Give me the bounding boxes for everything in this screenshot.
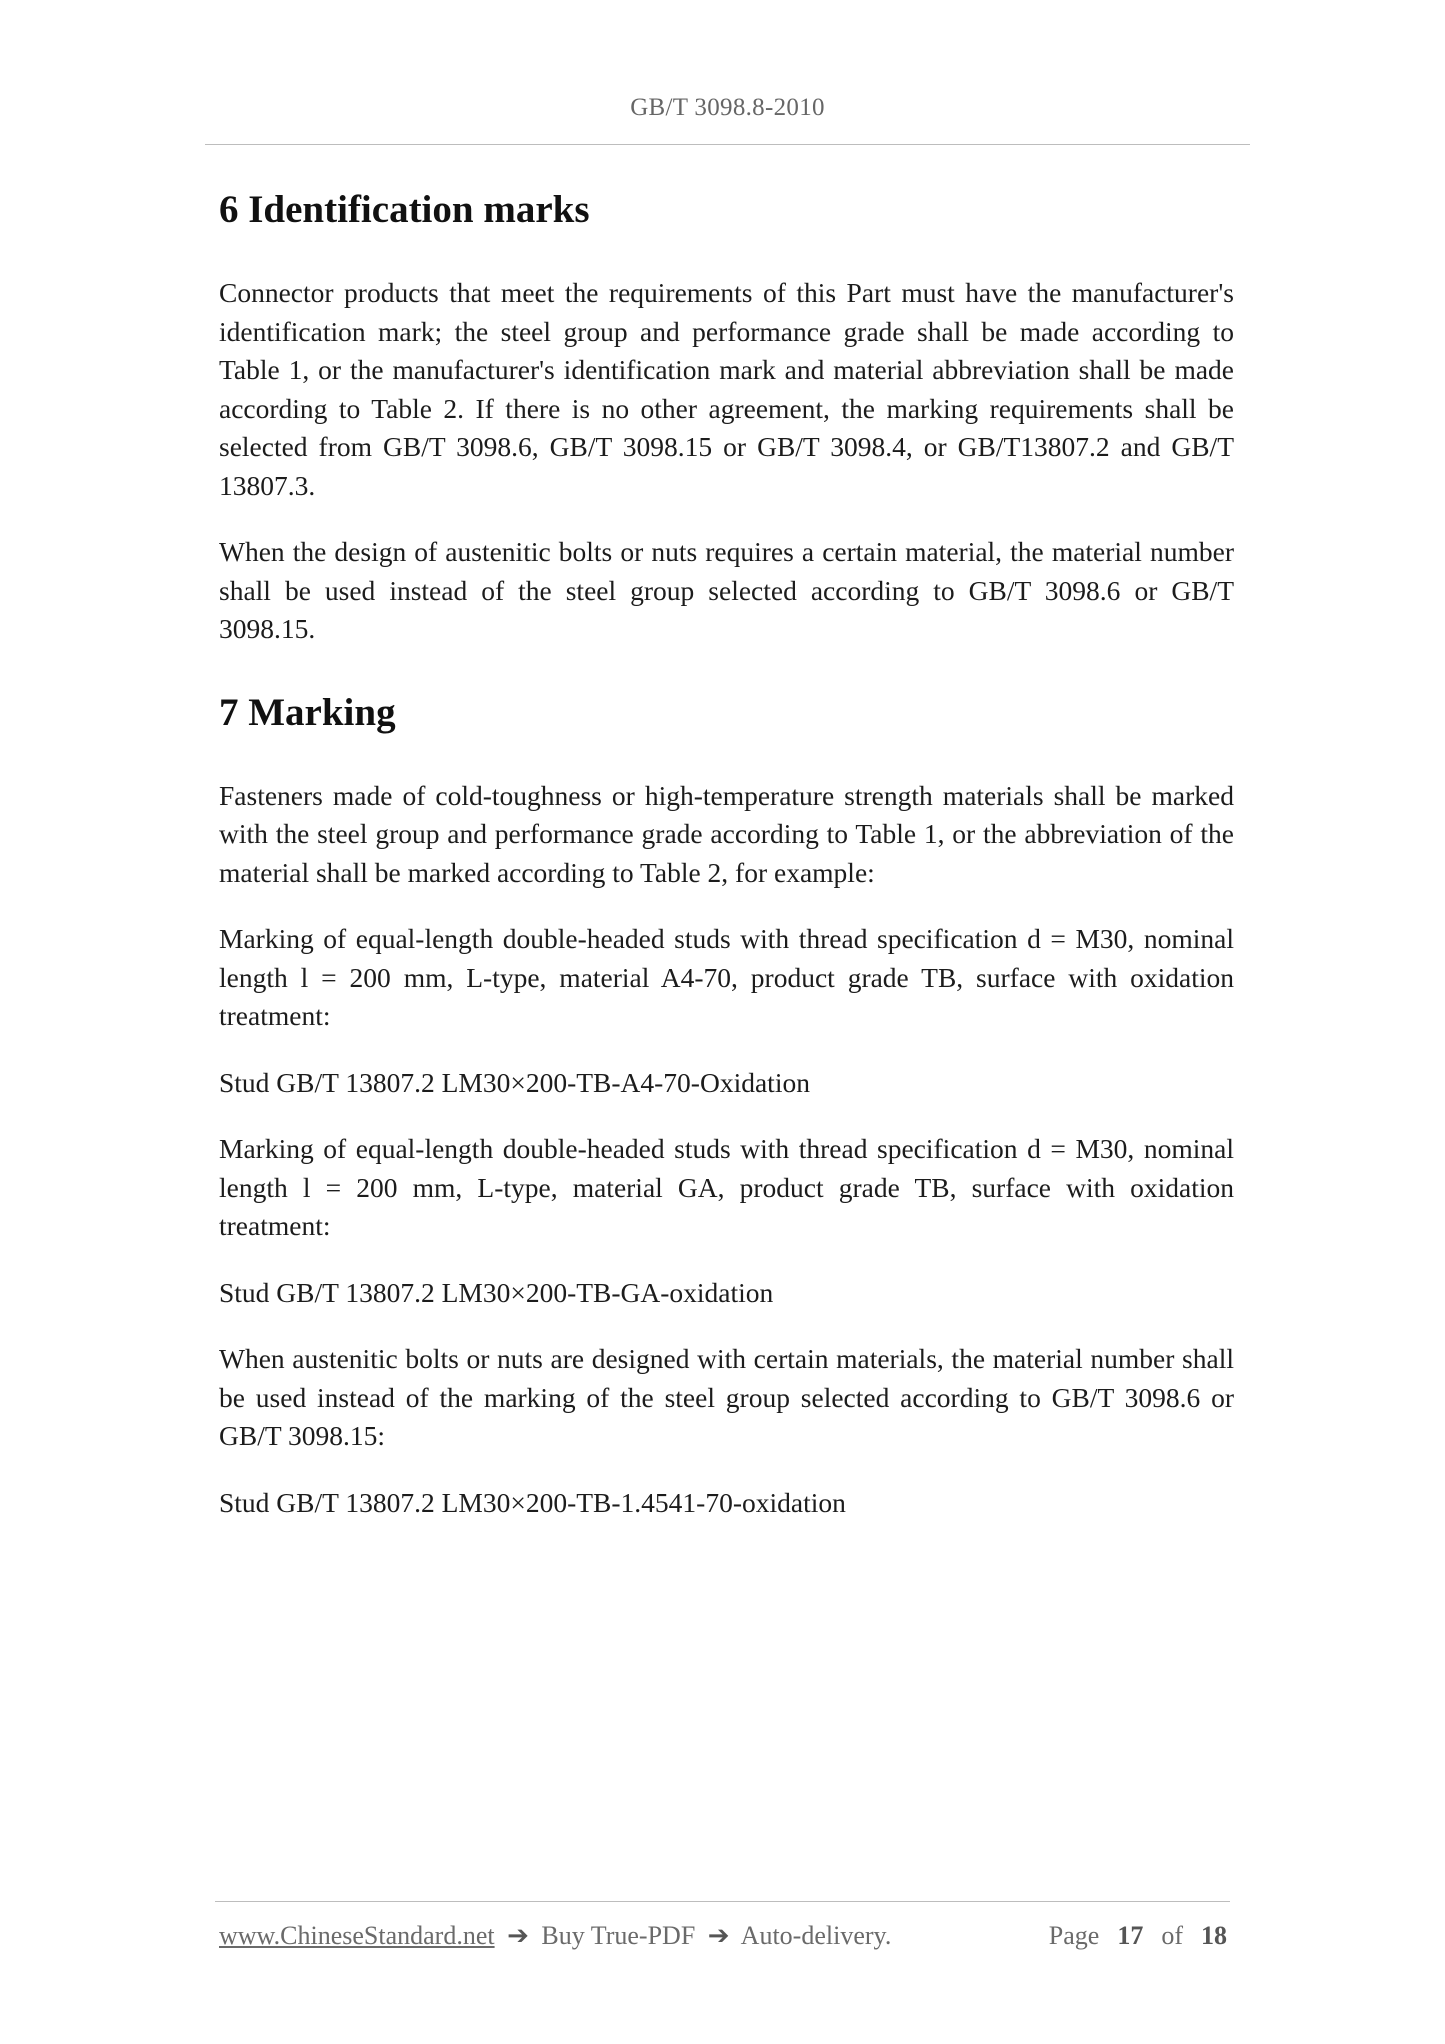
page-footer bbox=[219, 1921, 1227, 1951]
site-link[interactable]: www.ChineseStandard.net bbox=[219, 1921, 495, 1950]
arrow-right-icon: ➔ bbox=[707, 1921, 730, 1950]
page-number bbox=[1049, 1921, 1227, 1951]
header-divider bbox=[205, 144, 1250, 145]
section-6-heading: 6 Identification marks bbox=[219, 188, 590, 231]
page-label: Page bbox=[1048, 1921, 1100, 1950]
of-label: of bbox=[1161, 1921, 1183, 1950]
section-6-paragraph-1: Connector products that meet the requirements of this Part must have the manufacturer's identification mark; the steel group and performance grade shall be made according to Table 1, or the manufacturer's identification mark and material abbreviation shall be made according to Table 2. If there is no other agreement, the marking requirements shall be selected from GB/T 3098.6, GB/T 3098.15 or GB/T 3098.4, or GB/T13807.2 and GB/T 13807.3. bbox=[219, 277, 1234, 501]
total-pages-number: 18 bbox=[1201, 1921, 1227, 1950]
section-7-example-1-description: Marking of equal-length double-headed studs with thread specification d = M30, nominal length l = 200 mm, L-type, material A4-70, product grade TB, surface with oxidation treatment: bbox=[219, 923, 1234, 1031]
section-7-example-2-description: Marking of equal-length double-headed studs with thread specification d = M30, nominal length l = 200 mm, L-type, material GA, product grade TB, surface with oxidation treatment: bbox=[219, 1133, 1234, 1241]
current-page-number: 17 bbox=[1117, 1921, 1144, 1950]
footer-promo bbox=[219, 1921, 891, 1951]
buy-true-pdf-text: Buy True-PDF bbox=[541, 1921, 696, 1950]
running-header: GB/T 3098.8-2010 bbox=[630, 94, 825, 121]
arrow-right-icon: ➔ bbox=[507, 1921, 529, 1950]
page-content bbox=[219, 186, 1234, 1550]
section-6-paragraph-2: When the design of austenitic bolts or nuts requires a certain material, the material number shall be used instead of the steel group selected according to GB/T 3098.6 or GB/T 3098.15. bbox=[219, 536, 1234, 644]
section-7-example-1-designation: Stud GB/T 13807.2 LM30×200-TB-A4-70-Oxidation bbox=[219, 1066, 810, 1098]
auto-delivery-text: Auto-delivery. bbox=[740, 1921, 892, 1950]
section-7-heading: 7 Marking bbox=[219, 690, 396, 734]
section-7-paragraph-intro: Fasteners made of cold-toughness or high-temperature strength materials shall be marked with the steel group and performance grade according to Table 1, or the abbreviation of the material shall be marked according to Table 2, for example: bbox=[219, 779, 1234, 888]
footer-divider bbox=[215, 1901, 1230, 1902]
section-7-example-2-designation: Stud GB/T 13807.2 LM30×200-TB-GA-oxidation bbox=[219, 1276, 774, 1308]
section-7-example-3-description: When austenitic bolts or nuts are designed with certain materials, the material number shall be used instead of the marking of the steel group selected according to GB/T 3098.6 or GB/T 3098.15: bbox=[219, 1343, 1234, 1451]
section-7-example-3-designation: Stud GB/T 13807.2 LM30×200-TB-1.4541-70-oxidation bbox=[219, 1486, 846, 1518]
